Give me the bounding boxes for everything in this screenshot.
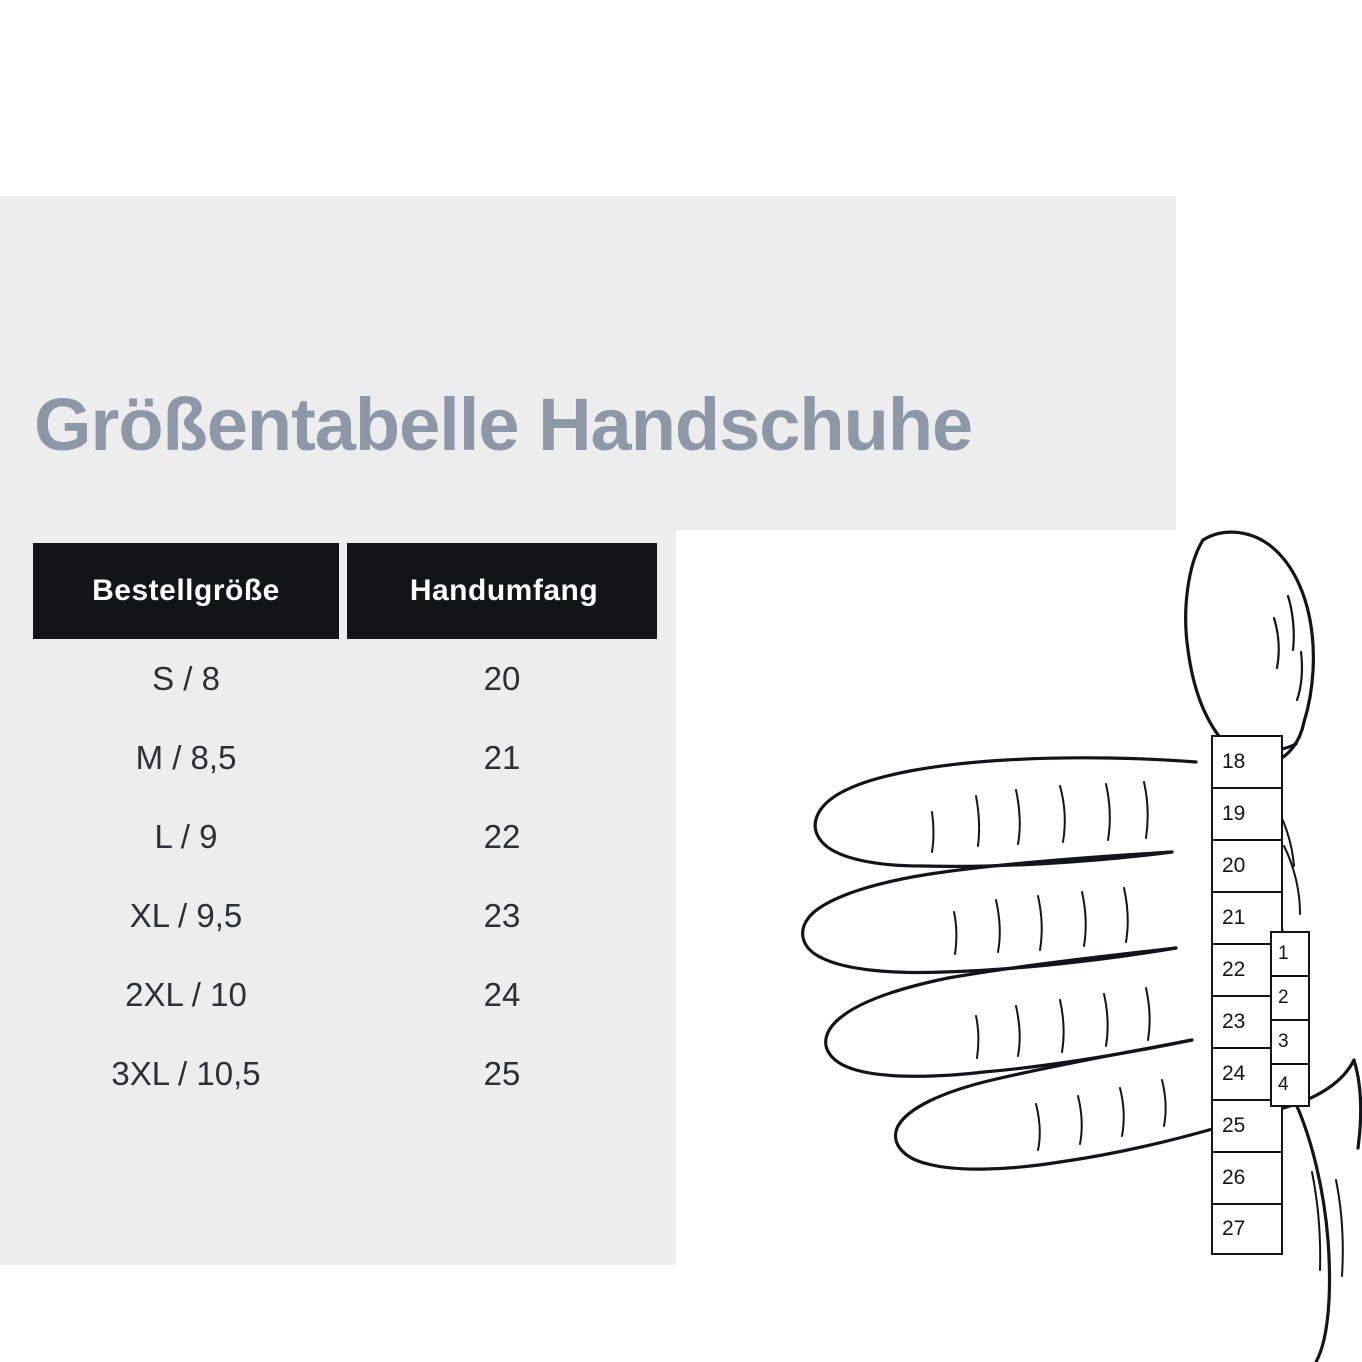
ruler-cell: 25 xyxy=(1211,1099,1283,1151)
table-row xyxy=(33,639,657,718)
cell-size: L / 9 xyxy=(154,817,218,855)
cell-size: 3XL / 10,5 xyxy=(111,1054,261,1092)
measurement-ruler-small xyxy=(1270,931,1310,1107)
table-row xyxy=(33,876,657,955)
cell-spacer xyxy=(339,718,347,797)
table-header-row xyxy=(33,543,657,639)
ruler-cell: 2 xyxy=(1270,975,1310,1019)
ruler-cell: 27 xyxy=(1211,1203,1283,1255)
ruler-cell: 1 xyxy=(1270,931,1310,975)
ruler-cell: 22 xyxy=(1211,943,1283,995)
cell-size: S / 8 xyxy=(152,659,220,697)
ruler-cell: 20 xyxy=(1211,839,1283,891)
ruler-cell: 21 xyxy=(1211,891,1283,943)
table-row xyxy=(33,1034,657,1113)
cell-circumference: 22 xyxy=(483,817,521,855)
table-row xyxy=(33,955,657,1034)
cell-size: 2XL / 10 xyxy=(125,975,247,1013)
cell-spacer xyxy=(339,1034,347,1113)
table-body xyxy=(33,639,657,1113)
ruler-cell: 24 xyxy=(1211,1047,1283,1099)
cell-circumference: 21 xyxy=(483,738,521,776)
cell-circumference: 24 xyxy=(483,975,521,1013)
page-title: Größentabelle Handschuhe xyxy=(34,383,973,466)
column-header-size: Bestellgröße xyxy=(33,543,339,639)
size-chart-table xyxy=(33,543,657,1113)
ruler-cell: 3 xyxy=(1270,1019,1310,1063)
ruler-cell: 19 xyxy=(1211,787,1283,839)
cell-circumference: 25 xyxy=(483,1054,521,1092)
column-header-spacer xyxy=(339,543,347,639)
table-row xyxy=(33,797,657,876)
cell-spacer xyxy=(339,797,347,876)
ruler-cell: 18 xyxy=(1211,735,1283,787)
ruler-cell: 4 xyxy=(1270,1063,1310,1107)
title-banner xyxy=(0,196,1176,530)
column-header-circumference: Handumfang xyxy=(347,543,657,639)
cell-size: M / 8,5 xyxy=(135,738,237,776)
cell-size: XL / 9,5 xyxy=(129,896,243,934)
cell-circumference: 23 xyxy=(483,896,521,934)
cell-spacer xyxy=(339,639,347,718)
table-row xyxy=(33,718,657,797)
ruler-cell: 23 xyxy=(1211,995,1283,1047)
table-header xyxy=(33,543,657,639)
cell-spacer xyxy=(339,955,347,1034)
ruler-cell: 26 xyxy=(1211,1151,1283,1203)
cell-circumference: 20 xyxy=(483,659,521,697)
cell-spacer xyxy=(339,876,347,955)
